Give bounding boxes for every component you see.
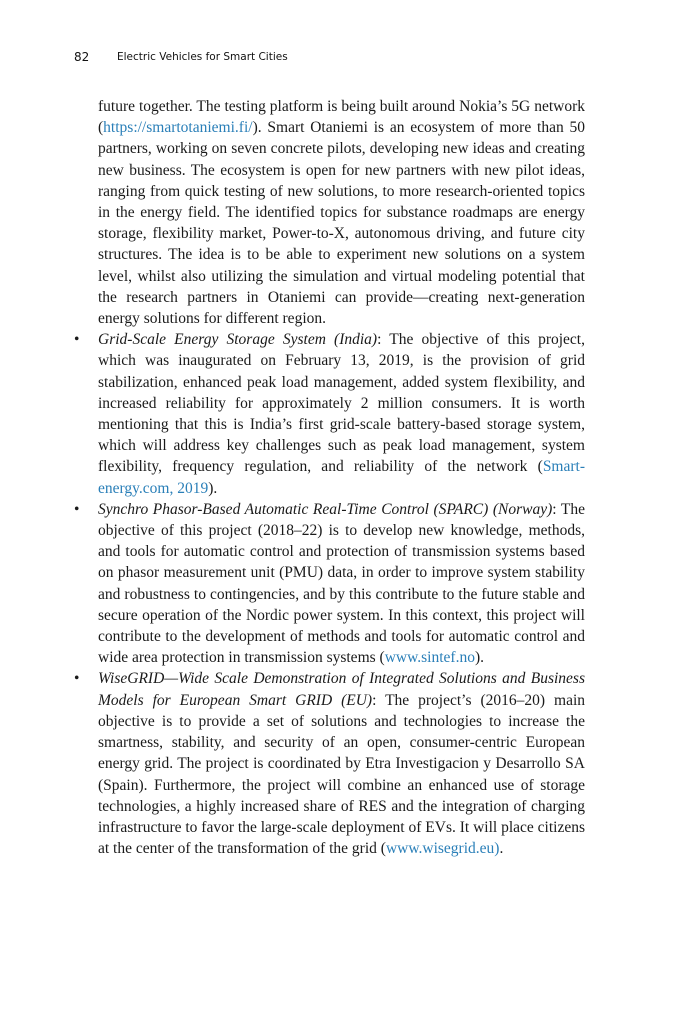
project-description: : The objective of this project (2018–22) is to develop new knowledge, methods, and tools for automatic control and protection of transmission systems based on phasor measurement unit (PMU) data, in order to improve system stability and robustness to contingencies, and by this contribute to the future stable and secure operation of the Nordic power system. In this context, this project will contribute to the development of methods and tools for automatic control and wide area protection in transmission systems ( bbox=[98, 500, 585, 667]
intro-paragraph bbox=[98, 96, 585, 329]
project-title: Grid-Scale Energy Storage System (India) bbox=[98, 331, 378, 349]
project-title: WiseGRID—Wide Scale Demonstration of Integrated Solutions and Business Models for European Smart GRID (EU) bbox=[98, 670, 585, 709]
reference-link[interactable]: www.sintef.no bbox=[384, 649, 475, 667]
smartotaniemi-link[interactable]: https://smartotaniemi.fi/ bbox=[103, 119, 253, 137]
bullet-marker: • bbox=[74, 331, 80, 349]
bullet-marker: • bbox=[74, 500, 80, 518]
list-item bbox=[74, 329, 585, 499]
reference-link[interactable]: Smart- energy.com, 2019 bbox=[98, 458, 585, 497]
intro-text-continued: ). Smart Otaniemi is an ecosystem of more than 50 partners, working on seven concrete pilots, developing new ideas and creating new business. The ecosystem is open for new partners with new pilot ideas, ranging from quick testing of new solutions, to more research-oriented topics in the energy field. The identified topics for substance roadmaps are energy storage, flexibility market, Power-to-X, autonomous driving, and future city structures. The idea is to be able to experiment new solutions on a system level, whilst also utilizing the simulation and virtual modeling potential that the research partners in Otaniemi can provide—creating next-generation energy solutions for different region. bbox=[98, 119, 585, 328]
page-number: 82 bbox=[74, 50, 90, 64]
running-title: Electric Vehicles for Smart Cities bbox=[117, 51, 288, 63]
list-item bbox=[74, 499, 585, 669]
intro-text: future together. The testing platform is being built around Nokia’s 5G network ( bbox=[98, 98, 585, 137]
project-description: : The project’s (2016–20) main objective is to provide a set of solutions and technologies to increase the smartness, stability, and security of an open, consumer-centric European energy grid. The project is coordinated by Etra Investigacion y Desarrollo SA (Spain). Furthermore, the project will combine an enhanced use of storage technologies, a highly increased share of RES and the integration of charging infrastructure to favor the large-scale deployment of EVs. It will place citizens at the center of the transformation of the grid ( bbox=[98, 691, 586, 858]
list-item bbox=[74, 668, 586, 859]
closing-punctuation: ). bbox=[208, 479, 218, 497]
project-list bbox=[74, 329, 586, 859]
project-title: Synchro Phasor-Based Automatic Real-Time Control (SPARC) (Norway) bbox=[98, 500, 553, 518]
closing-punctuation: ). bbox=[474, 649, 485, 667]
project-description: : The objective of this project, which was inaugurated on February 13, 2019, is the provision of grid stabilization, enhanced peak load management, added system flexibility, and increased reliability for approximately 2 million consumers. It is worth mentioning that this is India’s first grid-scale battery-based storage system, which will address key challenges such as peak load management, system flexibility, frequency regulation, and reliability of the network ( bbox=[98, 331, 585, 476]
reference-link[interactable]: www.wisegrid.eu) bbox=[385, 840, 500, 858]
closing-punctuation: . bbox=[499, 840, 504, 858]
body-text bbox=[74, 96, 586, 859]
bullet-marker: • bbox=[74, 670, 80, 688]
